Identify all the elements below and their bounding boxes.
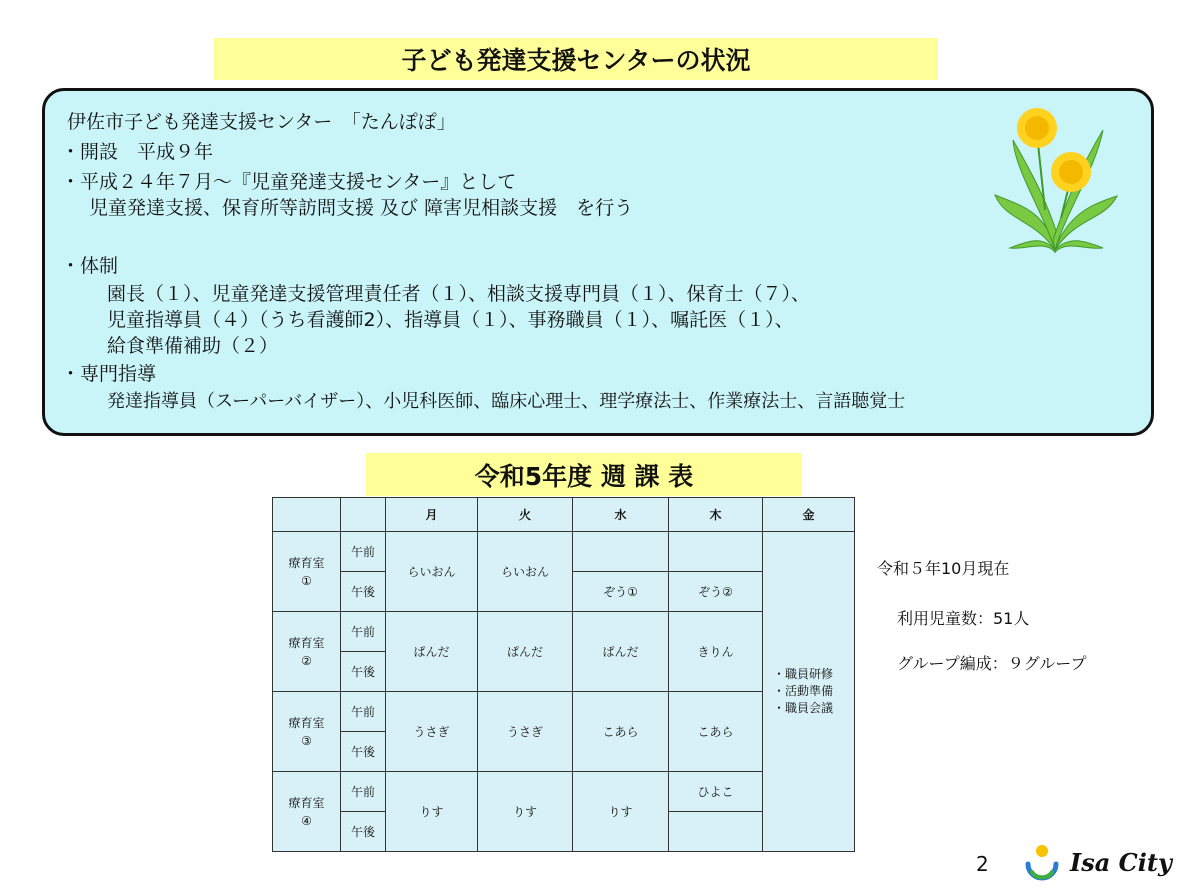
schedule-cell: うさぎ (386, 692, 478, 772)
weekly-schedule-table (272, 497, 855, 852)
specialist-line: 発達指導員（スーパーバイザー）、小児科医師、臨床心理士、理学療法士、作業療法士、言語聴覚士 (107, 391, 906, 412)
opened-line: ・開設 平成９年 (61, 141, 214, 163)
schedule-cell: うさぎ (478, 692, 573, 772)
day-header: 金 (763, 498, 855, 532)
staff-line-2: 児童指導員（４）（うち看護師2）、指導員（１）、事務職員（１）、嘱託医（１）、 (107, 309, 794, 331)
schedule-cell (669, 812, 763, 852)
reform-line-1: ・平成２４年７月～『児童発達支援センター』として (61, 171, 517, 193)
schedule-title: 令和5年度 週 課 表 (366, 453, 802, 496)
staff-heading: ・体制 (61, 255, 119, 277)
schedule-cell: ぱんだ (478, 612, 573, 692)
schedule-cell: ぞう② (669, 572, 763, 612)
schedule-cell: りす (478, 772, 573, 852)
schedule-cell: きりん (669, 612, 763, 692)
schedule-cell: こあら (573, 692, 669, 772)
header-corner (341, 498, 386, 532)
room-label: 療育室 ① (273, 532, 341, 612)
day-header: 木 (669, 498, 763, 532)
center-name: 伊佐市子ども発達支援センター 「たんぽぽ」 (67, 111, 456, 133)
user-count: 利用児童数：51人 (897, 609, 1030, 628)
pm-label: 午後 (341, 812, 386, 852)
schedule-cell: りす (573, 772, 669, 852)
page-title: 子ども発達支援センターの状況 (214, 38, 938, 80)
logo-text: Isa City (1070, 847, 1172, 877)
reform-line-2: 児童発達支援、保育所等訪問支援 及び 障害児相談支援 を行う (89, 197, 634, 219)
page-number: 2 (976, 852, 989, 876)
schedule-cell: ぱんだ (573, 612, 669, 692)
am-label: 午前 (341, 532, 386, 572)
pm-label: 午後 (341, 572, 386, 612)
am-label: 午前 (341, 612, 386, 652)
pm-label: 午後 (341, 732, 386, 772)
as-of-date: 令和５年10月現在 (877, 559, 1010, 578)
am-label: 午前 (341, 772, 386, 812)
table-header-row (273, 498, 855, 532)
room-label: 療育室 ② (273, 612, 341, 692)
schedule-cell: らいおん (478, 532, 573, 612)
room-label: 療育室 ④ (273, 772, 341, 852)
room-label: 療育室 ③ (273, 692, 341, 772)
table-row (273, 532, 855, 572)
schedule-cell: ぱんだ (386, 612, 478, 692)
day-header: 月 (386, 498, 478, 532)
city-logo (1022, 842, 1172, 882)
schedule-cell: らいおん (386, 532, 478, 612)
schedule-cell (573, 532, 669, 572)
schedule-cell (669, 532, 763, 572)
day-header: 火 (478, 498, 573, 532)
pm-label: 午後 (341, 652, 386, 692)
schedule-cell: こあら (669, 692, 763, 772)
header-corner (273, 498, 341, 532)
staff-line-1: 園長（１）、児童発達支援管理責任者（１）、相談支援専門員（１）、保育士（７）、 (107, 283, 811, 305)
dandelion-illustration (985, 100, 1125, 260)
day-header: 水 (573, 498, 669, 532)
schedule-cell: りす (386, 772, 478, 852)
schedule-cell: ひよこ (669, 772, 763, 812)
friday-cell: ・職員研修 ・活動準備 ・職員会議 (763, 532, 855, 852)
specialist-heading: ・専門指導 (61, 363, 157, 385)
group-count: グループ編成：９グループ (897, 654, 1087, 673)
isa-city-logo-icon (1022, 842, 1062, 882)
am-label: 午前 (341, 692, 386, 732)
schedule-cell: ぞう① (573, 572, 669, 612)
staff-line-3: 給食準備補助（２） (107, 335, 279, 357)
